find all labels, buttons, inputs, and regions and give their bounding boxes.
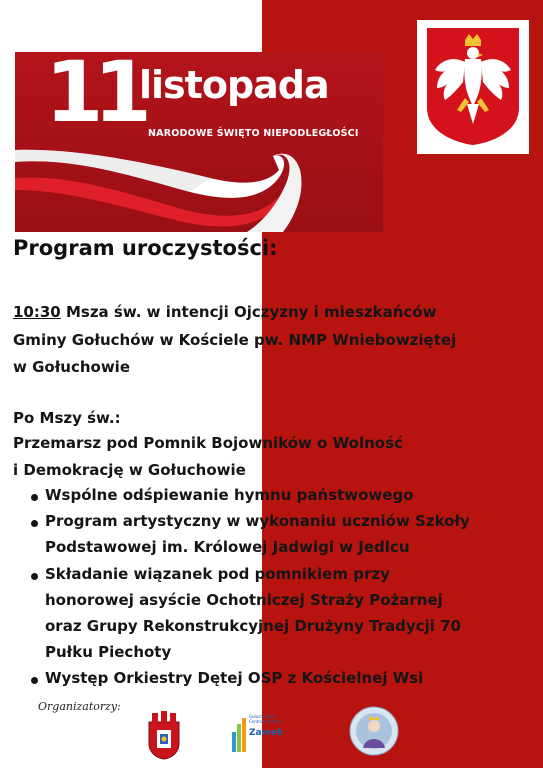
bullet-dot (31, 573, 38, 580)
after-mass-label: Po Mszy św.: (13, 409, 121, 427)
polish-white-eagle-icon (425, 26, 521, 146)
organizers-label: Organizatorzy: (38, 700, 121, 713)
cultural-center-name: Gołuchowskie Centrum Kultury (249, 714, 282, 724)
school-crest-icon (349, 706, 399, 756)
mass-line-1-text: Msza św. w intencji Ojczyzny i mieszkańców (60, 303, 437, 321)
mass-line-2: Gminy Gołuchów w Kościele pw. NMP Wniebowziętej (13, 331, 457, 349)
list-item-orchestra: Występ Orkiestry Dętej OSP z Kościelnej Wsi (45, 669, 424, 687)
goluchow-coat-of-arms-icon (146, 710, 182, 760)
date-banner (15, 52, 383, 232)
list-item-art-line-2: Podstawowej im. Królowej Jadwigi w Jedlcu (45, 538, 410, 556)
holiday-subtitle: NARODOWE ŚWIĘTO NIEPODLEGŁOŚCI (148, 128, 359, 139)
program-heading: Program uroczystości: (13, 236, 278, 260)
march-line-1: Przemarsz pod Pomnik Bojowników o Wolność (13, 434, 403, 452)
cultural-center-mark-icon (231, 714, 247, 754)
month-title: listopada (139, 63, 329, 107)
list-item-art-line-1: Program artystyczny w wykonaniu uczniów Szkoły (45, 512, 470, 530)
mass-line-3: w Gołuchowie (13, 358, 130, 376)
bullet-dot (31, 520, 38, 527)
mass-line-1 (13, 303, 436, 321)
bullet-dot (31, 677, 38, 684)
day-number: 11 (45, 52, 142, 141)
list-item-wreaths-line-4: Pułku Piechoty (45, 643, 172, 661)
list-item-wreaths-line-1: Składanie wiązanek pod pomnikiem przy (45, 565, 390, 583)
list-item-wreaths-line-3: oraz Grupy Rekonstrukcyjnej Drużyny Tradycji 70 (45, 617, 461, 635)
emblem-frame (417, 20, 529, 154)
list-item-anthem: Wspólne odśpiewanie hymnu państwowego (45, 486, 414, 504)
mass-time: 10:30 (13, 303, 61, 321)
cultural-center-logo-icon (231, 712, 289, 756)
list-item-wreaths-line-2: honorowej asyście Ochotniczej Straży Pożarnej (45, 591, 443, 609)
cultural-center-brand: Zamek (249, 728, 284, 738)
bullet-dot (31, 494, 38, 501)
march-line-2: i Demokrację w Gołuchowie (13, 461, 246, 479)
